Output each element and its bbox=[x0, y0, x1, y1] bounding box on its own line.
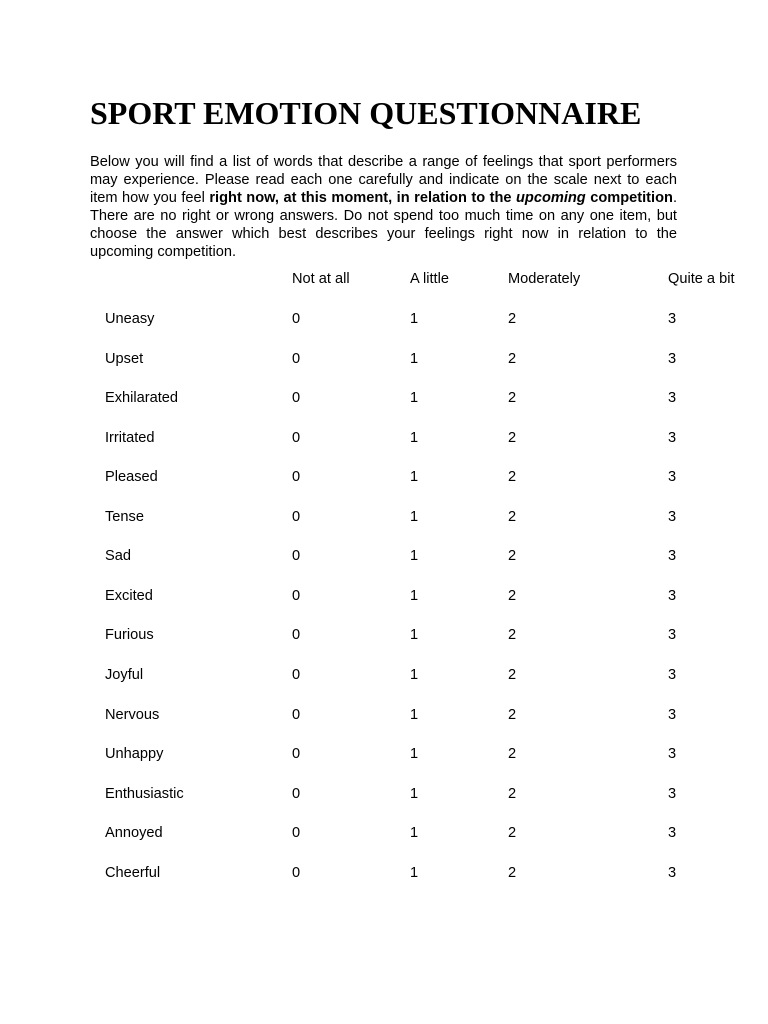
emotion-label-furious: Furious bbox=[105, 627, 154, 643]
rating-option-cheerful-0[interactable]: 0 bbox=[292, 865, 301, 881]
rating-option-exhilarated-1[interactable]: 1 bbox=[410, 390, 419, 406]
rating-option-annoyed-3[interactable]: 3 bbox=[668, 825, 677, 841]
rating-option-furious-1[interactable]: 1 bbox=[410, 627, 419, 643]
rating-option-upset-1[interactable]: 1 bbox=[410, 351, 419, 367]
rating-option-upset-2[interactable]: 2 bbox=[508, 351, 517, 367]
rating-option-exhilarated-3[interactable]: 3 bbox=[668, 390, 677, 406]
scale-header-moderately: Moderately bbox=[508, 271, 581, 287]
rating-option-joyful-1[interactable]: 1 bbox=[410, 667, 419, 683]
rating-option-tense-0[interactable]: 0 bbox=[292, 509, 301, 525]
emotion-label-unhappy: Unhappy bbox=[105, 746, 164, 762]
emotion-label-uneasy: Uneasy bbox=[105, 311, 155, 327]
rating-option-unhappy-2[interactable]: 2 bbox=[508, 746, 517, 762]
rating-option-joyful-3[interactable]: 3 bbox=[668, 667, 677, 683]
rating-option-annoyed-2[interactable]: 2 bbox=[508, 825, 517, 841]
rating-option-furious-0[interactable]: 0 bbox=[292, 627, 301, 643]
scale-header-quite-a-bit: Quite a bit bbox=[668, 271, 735, 287]
rating-option-nervous-0[interactable]: 0 bbox=[292, 707, 301, 723]
rating-option-enthusiastic-0[interactable]: 0 bbox=[292, 786, 301, 802]
rating-option-enthusiastic-3[interactable]: 3 bbox=[668, 786, 677, 802]
emotion-label-annoyed: Annoyed bbox=[105, 825, 163, 841]
rating-option-pleased-1[interactable]: 1 bbox=[410, 469, 419, 485]
instructions-emphasis-2: competition bbox=[585, 190, 673, 206]
rating-option-excited-1[interactable]: 1 bbox=[410, 588, 419, 604]
rating-option-pleased-2[interactable]: 2 bbox=[508, 469, 517, 485]
rating-option-joyful-0[interactable]: 0 bbox=[292, 667, 301, 683]
instructions-emphasis-upcoming: upcoming bbox=[516, 190, 586, 206]
rating-option-irritated-2[interactable]: 2 bbox=[508, 430, 517, 446]
rating-option-pleased-0[interactable]: 0 bbox=[292, 469, 301, 485]
rating-option-tense-2[interactable]: 2 bbox=[508, 509, 517, 525]
rating-option-cheerful-1[interactable]: 1 bbox=[410, 865, 419, 881]
instructions-text-2: . There are no right or wrong answers. Do not spend too much time on any one item, but choose the answer which best describes your feelings right now in relation to the upcoming competition. bbox=[90, 190, 677, 260]
rating-option-excited-2[interactable]: 2 bbox=[508, 588, 517, 604]
rating-option-irritated-1[interactable]: 1 bbox=[410, 430, 419, 446]
rating-option-furious-2[interactable]: 2 bbox=[508, 627, 517, 643]
emotion-label-upset: Upset bbox=[105, 351, 144, 367]
scale-header-a-little: A little bbox=[410, 271, 449, 287]
rating-option-tense-1[interactable]: 1 bbox=[410, 509, 419, 525]
rating-option-annoyed-1[interactable]: 1 bbox=[410, 825, 419, 841]
rating-option-cheerful-2[interactable]: 2 bbox=[508, 865, 517, 881]
instructions-paragraph bbox=[90, 153, 677, 261]
rating-option-enthusiastic-1[interactable]: 1 bbox=[410, 786, 419, 802]
rating-option-irritated-0[interactable]: 0 bbox=[292, 430, 301, 446]
emotion-label-irritated: Irritated bbox=[105, 430, 155, 446]
emotion-label-sad: Sad bbox=[105, 548, 131, 564]
rating-option-uneasy-1[interactable]: 1 bbox=[410, 311, 419, 327]
rating-option-uneasy-3[interactable]: 3 bbox=[668, 311, 677, 327]
scale-header-not-at-all: Not at all bbox=[292, 271, 350, 287]
rating-option-furious-3[interactable]: 3 bbox=[668, 627, 677, 643]
emotion-label-tense: Tense bbox=[105, 509, 144, 525]
instructions-emphasis-1: right now, at this moment, in relation to the bbox=[209, 190, 516, 206]
rating-option-unhappy-0[interactable]: 0 bbox=[292, 746, 301, 762]
rating-option-tense-3[interactable]: 3 bbox=[668, 509, 677, 525]
rating-option-exhilarated-2[interactable]: 2 bbox=[508, 390, 517, 406]
rating-option-pleased-3[interactable]: 3 bbox=[668, 469, 677, 485]
rating-option-annoyed-0[interactable]: 0 bbox=[292, 825, 301, 841]
rating-option-nervous-2[interactable]: 2 bbox=[508, 707, 517, 723]
rating-option-upset-3[interactable]: 3 bbox=[668, 351, 677, 367]
rating-option-unhappy-1[interactable]: 1 bbox=[410, 746, 419, 762]
rating-option-excited-3[interactable]: 3 bbox=[668, 588, 677, 604]
emotion-label-enthusiastic: Enthusiastic bbox=[105, 786, 184, 802]
rating-option-exhilarated-0[interactable]: 0 bbox=[292, 390, 301, 406]
rating-option-irritated-3[interactable]: 3 bbox=[668, 430, 677, 446]
emotion-label-exhilarated: Exhilarated bbox=[105, 390, 179, 406]
rating-option-sad-0[interactable]: 0 bbox=[292, 548, 301, 564]
emotion-label-pleased: Pleased bbox=[105, 469, 158, 485]
rating-option-sad-1[interactable]: 1 bbox=[410, 548, 419, 564]
emotion-label-joyful: Joyful bbox=[105, 667, 144, 683]
emotion-label-excited: Excited bbox=[105, 588, 153, 604]
rating-option-uneasy-0[interactable]: 0 bbox=[292, 311, 301, 327]
rating-option-joyful-2[interactable]: 2 bbox=[508, 667, 517, 683]
page-title: SPORT EMOTION QUESTIONNAIRE bbox=[90, 95, 642, 131]
rating-option-cheerful-3[interactable]: 3 bbox=[668, 865, 677, 881]
rating-option-upset-0[interactable]: 0 bbox=[292, 351, 301, 367]
rating-option-uneasy-2[interactable]: 2 bbox=[508, 311, 517, 327]
rating-option-sad-3[interactable]: 3 bbox=[668, 548, 677, 564]
emotion-label-nervous: Nervous bbox=[105, 707, 160, 723]
rating-option-nervous-1[interactable]: 1 bbox=[410, 707, 419, 723]
emotion-label-cheerful: Cheerful bbox=[105, 865, 161, 881]
instructions-text-1: Below you will find a list of words that describe a range of feelings that sport performers may experience. Please read each one carefully and indicate on the scale next to each item how you feel bbox=[90, 154, 677, 206]
rating-option-excited-0[interactable]: 0 bbox=[292, 588, 301, 604]
rating-option-enthusiastic-2[interactable]: 2 bbox=[508, 786, 517, 802]
rating-option-nervous-3[interactable]: 3 bbox=[668, 707, 677, 723]
rating-option-unhappy-3[interactable]: 3 bbox=[668, 746, 677, 762]
rating-option-sad-2[interactable]: 2 bbox=[508, 548, 517, 564]
